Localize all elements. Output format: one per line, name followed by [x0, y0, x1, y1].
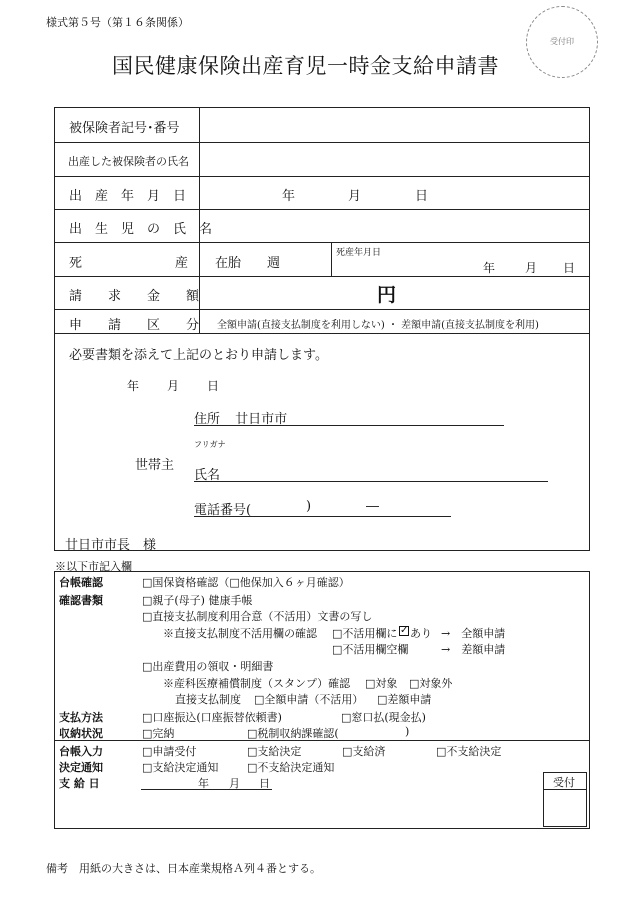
payment-date-label: 支 給 日 [59, 777, 100, 790]
input-non-payment-decision[interactable]: □不支給決定 [436, 745, 502, 758]
household-head-label: 世帯主 [135, 458, 175, 473]
payment-bank-transfer[interactable]: □口座振込(口座振替依頼書) [142, 711, 282, 724]
category-options[interactable]: 全額申請(直接支払制度を利用しない) ・ 差額申請(直接支払制度を利用) [217, 320, 539, 331]
birth-date-label: 出 産 年 月 日 [69, 189, 187, 204]
collection-tax-check-close: ) [405, 725, 410, 738]
doc-nonuse-blank[interactable]: □不活用欄空欄 [332, 643, 409, 656]
stillbirth-date-label: 死産年月日 [336, 248, 382, 258]
phone-label: 電話番号( [194, 503, 252, 518]
mother-name-field[interactable] [205, 146, 583, 172]
address-field[interactable] [194, 408, 504, 426]
receipt-label: 受付 [553, 776, 575, 789]
stamp-label: 受付印 [550, 37, 574, 46]
name-field[interactable] [194, 464, 548, 482]
pay-year-unit: 年 [198, 777, 209, 790]
declaration-month: 月 [167, 379, 180, 393]
amount-unit: 円 [377, 284, 397, 306]
doc-nonuse-check-note: ※直接支払制度不活用欄の確認 [163, 627, 317, 640]
notice-payment-decision[interactable]: □支給決定通知 [142, 761, 219, 774]
doc-full-amount-option[interactable]: □全額申請（不活用） [254, 693, 364, 706]
doc-not-covered[interactable]: □対象外 [409, 677, 453, 690]
stillbirth-month-unit: 月 [525, 261, 538, 275]
phone-paren-close: ) [306, 499, 312, 514]
doc-difference-arrow: → 差額申請 [441, 643, 506, 656]
reception-stamp-area [526, 6, 598, 78]
collection-paid[interactable]: □完納 [142, 727, 175, 740]
office-use-box [54, 571, 590, 829]
stillbirth-year-unit: 年 [483, 261, 496, 275]
stillbirth-day-unit: 日 [563, 261, 576, 275]
doc-maternal-handbook[interactable]: □親子(母子) 健康手帳 [142, 594, 253, 607]
birth-year-unit: 年 [282, 189, 296, 204]
stillbirth-label-end: 産 [175, 256, 189, 271]
collection-status-label: 収納状況 [59, 727, 103, 740]
notice-non-payment-decision[interactable]: □不支給決定通知 [247, 761, 335, 774]
documents-label: 確認書類 [59, 594, 103, 607]
page-title: 国民健康保険出産育児一時金支給申請書 [112, 54, 499, 78]
doc-direct-payment-system: 直接支払制度 [175, 693, 241, 706]
footer-remark: 備考 用紙の大きさは、日本産業規格Ａ列４番とする。 [46, 862, 321, 875]
phone-field[interactable] [194, 499, 451, 517]
ledger-check-text[interactable]: □国保資格確認（□他保加入６ヶ月確認） [142, 576, 350, 589]
payment-method-label: 支払方法 [59, 711, 103, 724]
ledger-input-label: 台帳入力 [59, 745, 103, 758]
doc-covered[interactable]: □対象 [365, 677, 398, 690]
gestation-label: 在胎 [215, 256, 242, 271]
office-section-header: ※以下市記入欄 [55, 560, 132, 573]
furigana-label: フリガナ [194, 440, 226, 449]
addressee: 廿日市市長 様 [65, 538, 157, 553]
checked-checkbox-icon[interactable]: ✓ [400, 625, 409, 636]
child-name-label: 出 生 児 の 氏 名 [69, 222, 213, 237]
ledger-check-label: 台帳確認 [59, 576, 103, 589]
input-paid[interactable]: □支給済 [342, 745, 386, 758]
mother-name-label: 出産した被保険者の氏名 [68, 155, 189, 168]
address-label: 住所 [194, 412, 221, 427]
stillbirth-label-start: 死 [69, 256, 83, 271]
declaration-day: 日 [207, 379, 220, 393]
birth-day-unit: 日 [415, 189, 429, 204]
doc-receipt-statement[interactable]: □出産費用の領収・明細書 [142, 660, 274, 673]
doc-nonuse-present-value: あり [410, 627, 432, 640]
insured-number-label: 被保険者記号･番号 [69, 121, 180, 136]
doc-full-amount-arrow: → 全額申請 [441, 627, 506, 640]
declaration-statement: 必要書類を添えて上記のとおり申請します。 [69, 348, 328, 363]
name-label: 氏名 [194, 468, 221, 483]
form-number: 様式第５号（第１６条関係） [46, 16, 189, 29]
doc-difference-option[interactable]: □差額申請 [377, 693, 432, 706]
pay-month-unit: 月 [229, 777, 240, 790]
doc-obstetric-compensation: ※産科医療補償制度（スタンプ）確認 [163, 677, 351, 690]
child-name-field[interactable] [205, 212, 583, 238]
pay-day-unit: 日 [259, 777, 270, 790]
collection-tax-check[interactable]: □税制収納課確認( [247, 727, 339, 740]
doc-direct-payment-agreement[interactable]: □直接支払制度利用合意（不活用）文書の写し [142, 610, 373, 623]
declaration-year: 年 [127, 379, 140, 393]
receipt-box [543, 772, 587, 827]
decision-notice-label: 決定通知 [59, 761, 103, 774]
phone-dash: ― [366, 499, 379, 514]
payment-counter-cash[interactable]: □窓口払(現金払) [341, 711, 426, 724]
payment-date-field[interactable] [141, 775, 272, 790]
birth-month-unit: 月 [348, 189, 362, 204]
doc-nonuse-present[interactable]: □不活用欄に [332, 627, 398, 640]
gestation-weeks-unit: 週 [267, 256, 281, 271]
category-label: 申 請 区 分 [69, 318, 200, 333]
insured-number-field[interactable] [205, 112, 583, 138]
input-application-received[interactable]: □申請受付 [142, 745, 197, 758]
application-table [54, 107, 590, 551]
address-value: 廿日市市 [235, 412, 288, 427]
input-payment-decision[interactable]: □支給決定 [247, 745, 302, 758]
amount-label: 請 求 金 額 [69, 289, 200, 304]
